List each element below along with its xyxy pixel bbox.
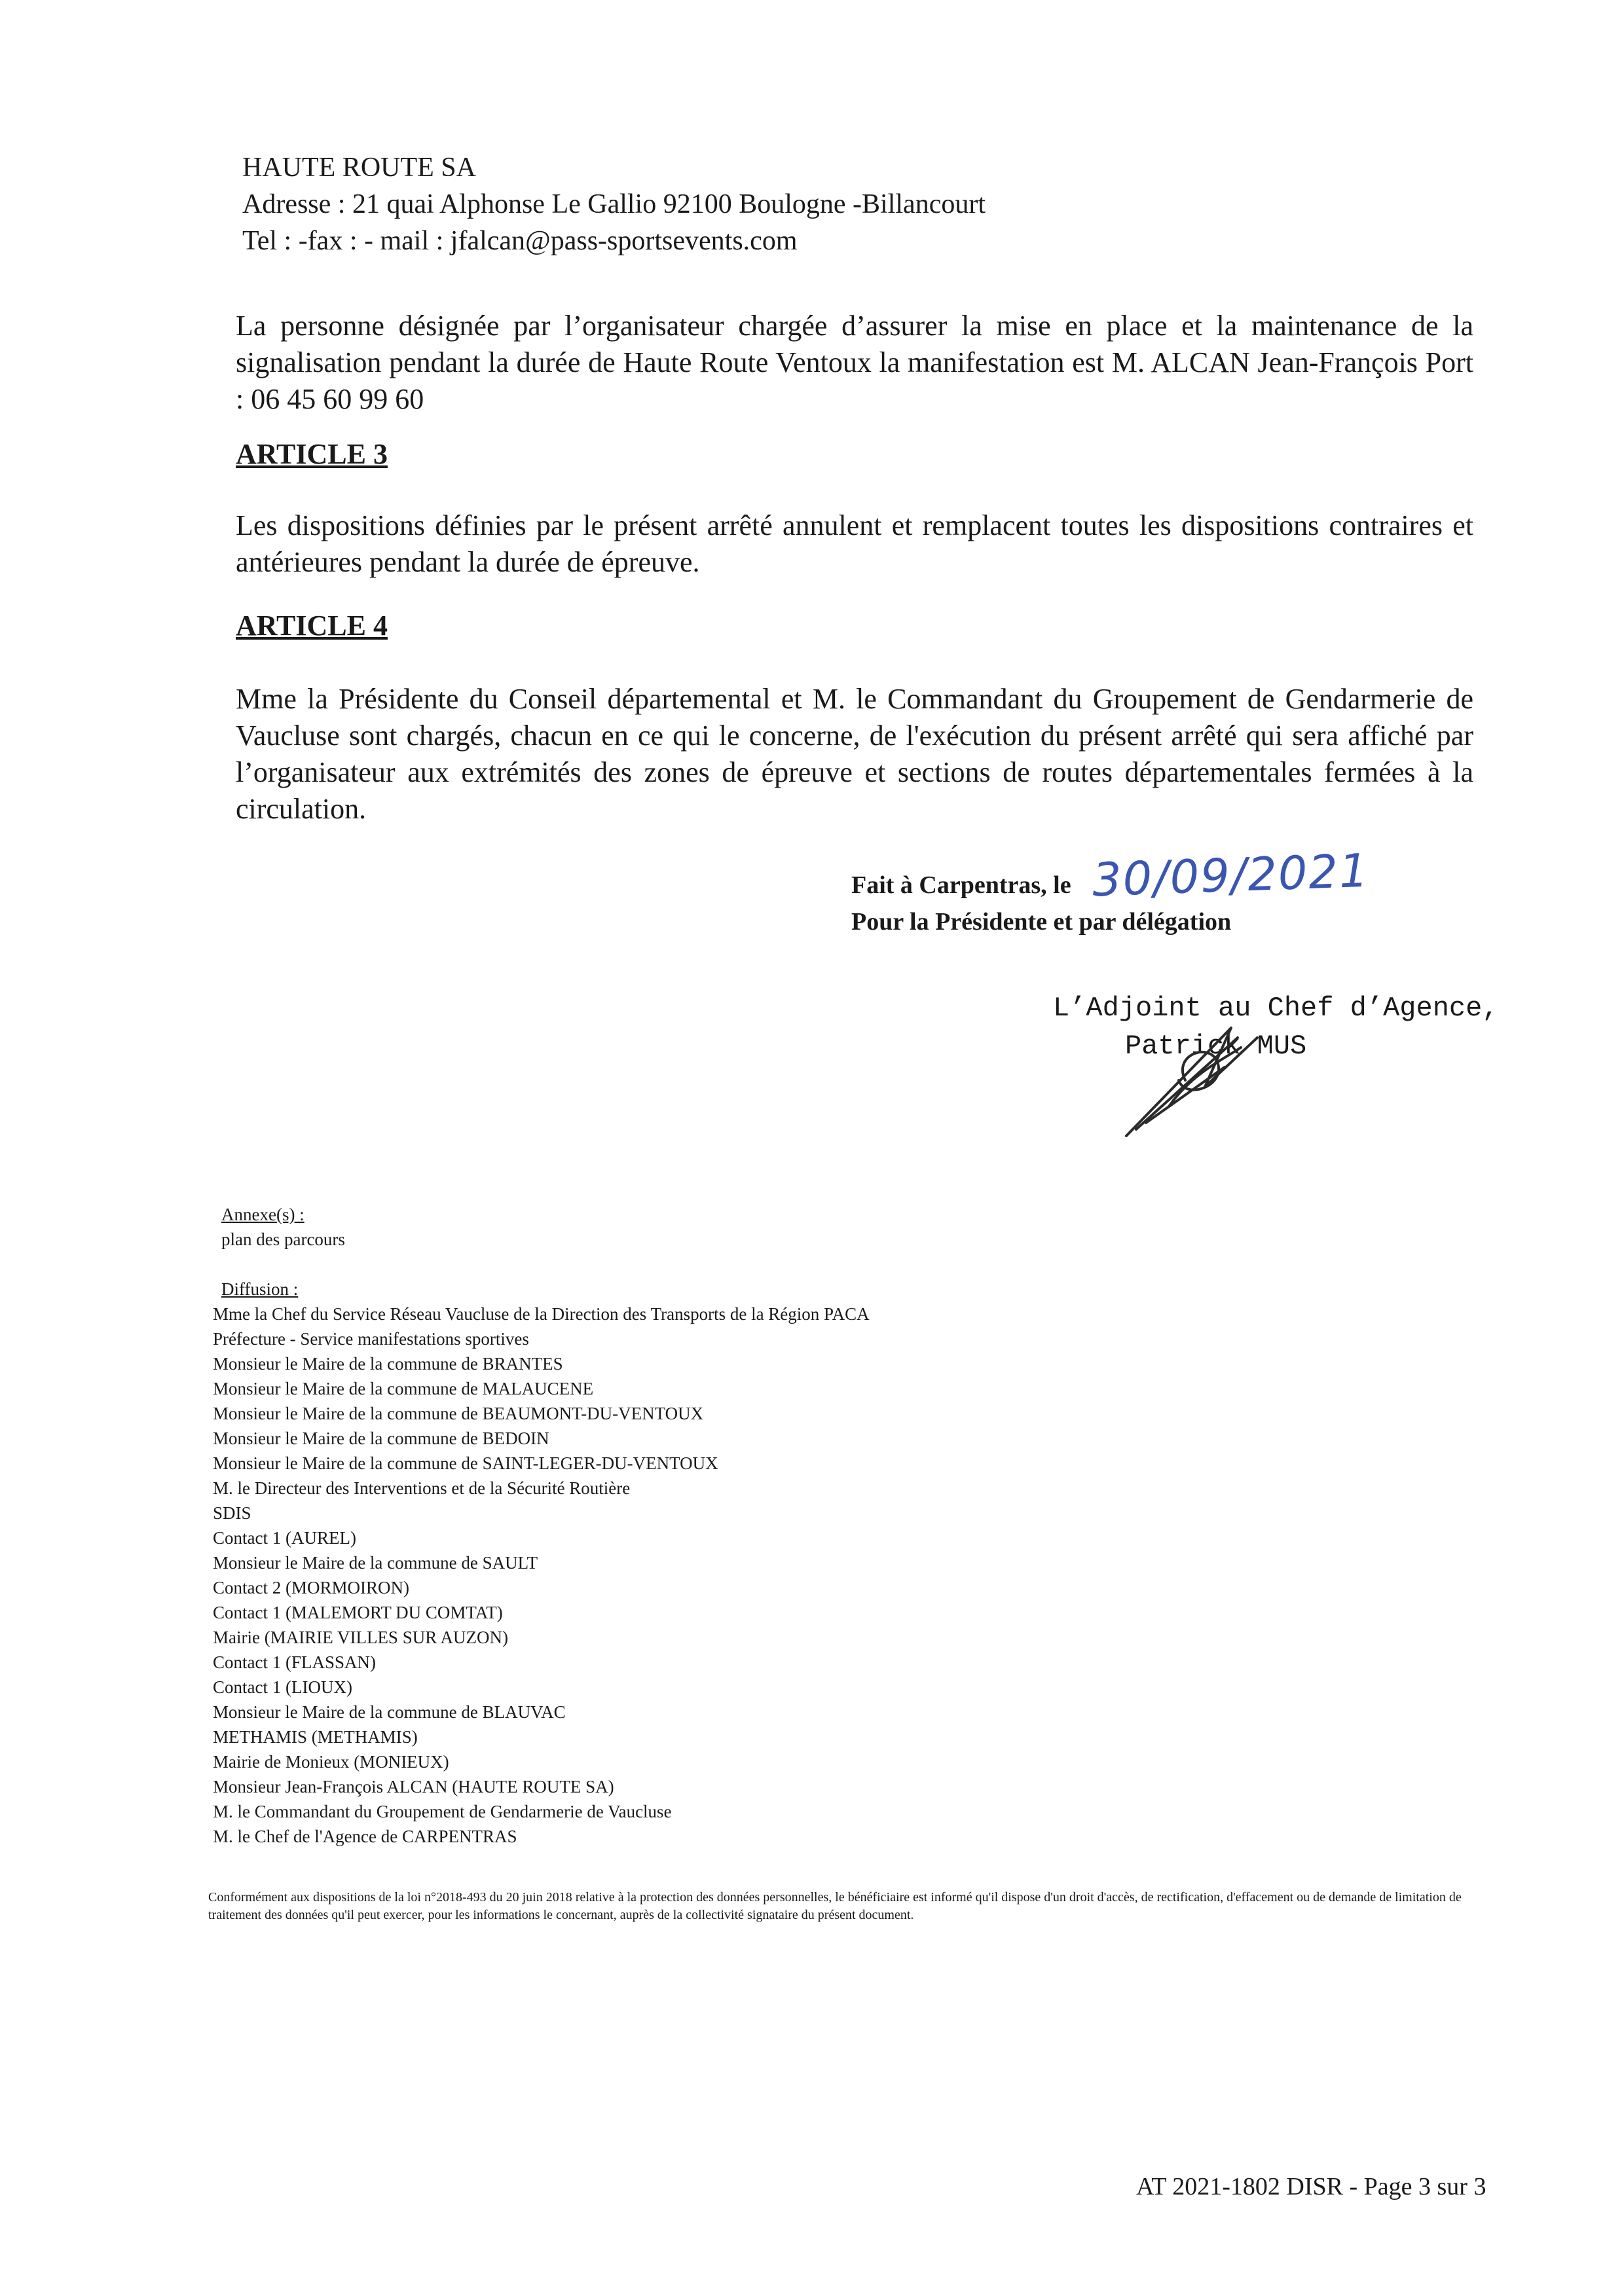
diffusion-item: M. le Commandant du Groupement de Gendarmerie de Vaucluse <box>213 1802 672 1821</box>
annex-item: plan des parcours <box>221 1230 345 1249</box>
article-4-heading: ARTICLE 4 <box>236 610 388 642</box>
diffusion-item: Monsieur le Maire de la commune de MALAUCENE <box>213 1379 594 1398</box>
diffusion-item: Monsieur le Maire de la commune de BLAUVAC <box>213 1702 566 1722</box>
diffusion-item: Monsieur le Maire de la commune de SAINT-LEGER-DU-VENTOUX <box>213 1453 718 1473</box>
diffusion-heading: Diffusion : <box>221 1279 299 1299</box>
page-reference: AT 2021-1802 DISR - Page 3 sur 3 <box>1136 2173 1486 2200</box>
diffusion-item: Contact 1 (AUREL) <box>213 1528 356 1548</box>
diffusion-item: METHAMIS (METHAMIS) <box>213 1727 418 1747</box>
organizer-contact: Tel : -fax : - mail : jfalcan@pass-sportsevents.com <box>242 226 798 256</box>
diffusion-item: M. le Directeur des Interventions et de la Sécurité Routière <box>213 1478 631 1498</box>
diffusion-item: SDIS <box>213 1503 251 1523</box>
diffusion-item: M. le Chef de l'Agence de CARPENTRAS <box>213 1827 517 1846</box>
diffusion-item: Contact 1 (LIOUX) <box>213 1677 352 1697</box>
article-4-text: Mme la Présidente du Conseil départemental et M. le Commandant du Groupement de Gendarmerie de Vaucluse sont chargés, chacun en ce qui le concerne, de l'exécution du présent arrêté qui sera affiché par l’organisateur aux extrémités des zones de épreuve et sections de routes départementales fermées à la circulation. <box>236 683 1473 825</box>
diffusion-item: Contact 2 (MORMOIRON) <box>213 1578 409 1597</box>
article-3-text: Les dispositions définies par le présent arrêté annulent et remplacent toutes les dispositions contraires et antérieures pendant la durée de épreuve. <box>236 509 1473 578</box>
diffusion-item: Préfecture - Service manifestations sportives <box>213 1329 529 1349</box>
annexes-section <box>221 1202 345 1252</box>
organizer-name: HAUTE ROUTE SA <box>242 153 476 183</box>
diffusion-item: Contact 1 (MALEMORT DU COMTAT) <box>213 1603 503 1622</box>
diffusion-item: Monsieur le Maire de la commune de BEAUMONT-DU-VENTOUX <box>213 1404 704 1423</box>
diffusion-item: Contact 1 (FLASSAN) <box>213 1652 376 1672</box>
diffusion-item: Mairie de Monieux (MONIEUX) <box>213 1752 449 1772</box>
place-date-line: Fait à Carpentras, le <box>851 871 1071 899</box>
diffusion-item: Monsieur le Maire de la commune de SAULT <box>213 1553 538 1573</box>
diffusion-item: Mme la Chef du Service Réseau Vaucluse de la Direction des Transports de la Région PACA <box>213 1304 870 1324</box>
intro-paragraph: La personne désignée par l’organisateur chargée d’assurer la mise en place et la maintenance de la signalisation pendant la durée de Haute Route Ventoux la manifestation est M. ALCAN Jean-François Port : 06 45 60 99 60 <box>236 310 1473 415</box>
diffusion-item: Monsieur le Maire de la commune de BEDOIN <box>213 1429 549 1448</box>
annexes-heading: Annexe(s) : <box>221 1205 304 1224</box>
privacy-notice: Conformément aux dispositions de la loi n°2018-493 du 20 juin 2018 relative à la protection des données personnelles, le bénéficiaire est informé qu'il dispose d'un droit d'accès, de rectification, d'effacement ou de demande de limitation de traitement des données qu'il peut exercer, pour les informations le concernant, auprès de la collectivité signataire du présent document. <box>208 1890 1462 1922</box>
diffusion-item: Monsieur Jean-François ALCAN (HAUTE ROUTE SA) <box>213 1777 614 1796</box>
handwritten-date: 30/09/2021 <box>1091 843 1371 907</box>
signatory-name: Patrick MUS <box>1125 1030 1307 1062</box>
diffusion-item: Monsieur le Maire de la commune de BRANTES <box>213 1354 563 1374</box>
organizer-address: Adresse : 21 quai Alphonse Le Gallio 92100 Boulogne -Billancourt <box>242 189 986 219</box>
organizer-block <box>242 149 986 259</box>
delegation-line: Pour la Présidente et par délégation <box>851 908 1232 936</box>
article-3-heading: ARTICLE 3 <box>236 438 388 470</box>
diffusion-section <box>213 1277 870 1849</box>
diffusion-item: Mairie (MAIRIE VILLES SUR AUZON) <box>213 1628 508 1647</box>
handwritten-signature <box>1107 1002 1277 1146</box>
signatory-role: L’Adjoint au Chef d’Agence, <box>1053 993 1499 1024</box>
